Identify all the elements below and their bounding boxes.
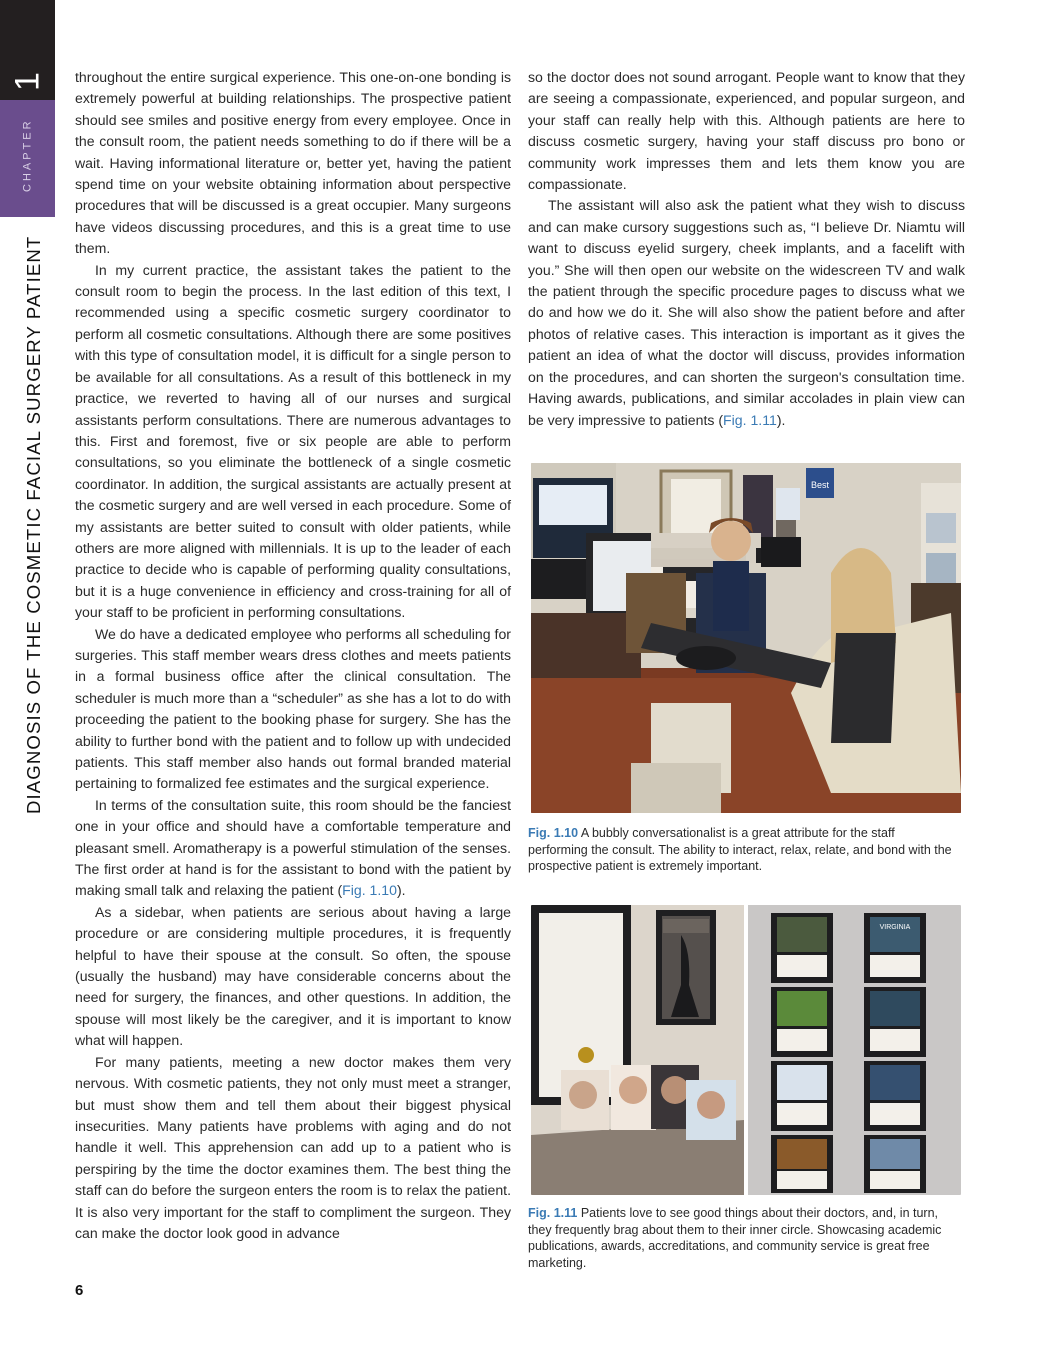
paragraph-text: ). — [776, 411, 786, 428]
paragraph: For many patients, meeting a new doctor makes them very nervous. With cosmetic patients, they not only must meet a stranger, but must show them and tell them about their biggest physical insecurities. Many patients have problems with aging and do not handle it well. This apprehension can add up to a patient who is perspiring by the time the doctor examines them. The best thing the staff can do before the surgeon enters the room is to relax the patient. It is also very important for the staff to compliment the surgeon. They can make the doctor look good in advance — [75, 1053, 511, 1241]
figure-1-11-photo — [531, 905, 961, 1195]
figure-label: Fig. 1.10 — [528, 826, 579, 840]
chapter-label: CHAPTER — [21, 118, 34, 192]
paragraph — [528, 195, 965, 430]
paragraph — [75, 795, 511, 902]
paragraph-text: ). — [396, 882, 406, 899]
figure-reference-link[interactable]: Fig. 1.10 — [342, 882, 397, 899]
consult-room-photo — [531, 463, 961, 813]
paragraph: throughout the entire surgical experience. This one-on-one bonding is extremely powerful at building relationships. The prospective patient should see smiles and positive energy from every employee. Once in the consult room, the patient needs something to do if there will be a wait. Having informational literature or, better yet, having the patient spend time on your website obtaining information about perspective procedures that will be discussed is a great occupier. Many surgeons have videos discussing procedures, and this is a great time to use them. — [75, 69, 511, 257]
right-column — [528, 67, 965, 431]
figure-label: Fig. 1.11 — [528, 1206, 578, 1220]
photo-text: Best — [810, 480, 830, 490]
paragraph: As a sidebar, when patients are serious about having a large procedure or are considering multiple procedures, it is frequently helpful to have their spouse at the consult. So often, the spouse (usually the husband) may have considerable concerns about the need for surgery, the finances, and other questions. In addition, the spouse will most likely be the caregiver, and it is important to know what will happen. — [75, 903, 511, 1049]
left-column — [75, 67, 511, 1244]
page-number: 6 — [75, 1282, 84, 1299]
awards-wall-photo — [531, 905, 961, 1195]
figure-1-11-caption — [528, 1205, 956, 1271]
chapter-number: 1 — [8, 72, 47, 92]
photo-text: VIRGINIA — [879, 924, 911, 931]
paragraph-text: In terms of the consultation suite, this room should be the fanciest one in your office and should have a comfortable temperature and pleasant smell. Aromatherapy is a powerful stimulation of the senses. The first order at hand is for the assistant to bond with the patient by making small talk and relaxing the patient ( — [75, 796, 511, 899]
figure-1-10-caption — [528, 825, 956, 875]
caption-text: Patients love to see good things about their doctors, and, in turn, they frequently brag about them to their inner circle. Showcasing academic publications, awards, accreditations, and community service is great free marketing. — [528, 1206, 942, 1270]
figure-reference-link[interactable]: Fig. 1.11 — [723, 411, 777, 428]
running-head: DIAGNOSIS OF THE COSMETIC FACIAL SURGERY PATIENT — [23, 236, 44, 815]
paragraph: so the doctor does not sound arrogant. People want to know that they are seeing a compassionate, experienced, and popular surgeon, and your staff can really help with this. Although patients are here to discuss cosmetic surgery, having your staff discuss pro bono or community work impresses them and lets them know you are compassionate. — [528, 69, 965, 193]
paragraph-text: The assistant will also ask the patient what they wish to discuss and can make cursory suggestions such as, “I believe Dr. Niamtu will want to discuss eyelid surgery, cheek implants, and a facelift with you.” She will then open our website on the widescreen TV and walk the patient through the specific procedure pages to discuss what we do and how we do it. She will also show the patient before and after photos of relative cases. This interaction is important as it gives the patient an idea of what the doctor will discuss, provides information on the procedures, and can shorten the surgeon's consultation time. Having awards, publications, and similar accolades in plain view can be very impressive to patients ( — [528, 197, 965, 428]
figure-1-10-photo — [531, 463, 961, 813]
paragraph: In my current practice, the assistant takes the patient to the consult room to begin the process. In the last edition of this text, I recommended using a specific cosmetic surgery coordinator to perform all cosmetic consultations. Although there are some positives with this type of consultation model, it is difficult for a single person to be available for all consultations. As a result of this bottleneck in my practice, we reverted to having all of our nurses and surgical assistants perform consultations. There are numerous advantages to this. First and foremost, five or six people are able to perform consultations, so you eliminate the bottleneck of a single cosmetic coordinator. In addition, the surgical assistants are actually present at the cosmetic surgery and are well versed in each procedure. Some of my assistants are better suited to consult with older patients, while others are more aligned with millennials. It is up to the leader of each practice to decide who is capable of performing quality consultations, but it is a huge convenience in efficiency and cross-training for all of your staff to be proficient in performing consultations. — [75, 261, 511, 621]
caption-text: A bubbly conversationalist is a great attribute for the staff performing the consult. The ability to interact, relax, relate, and bond with the prospective patient is extremely important. — [528, 826, 952, 873]
paragraph: We do have a dedicated employee who performs all scheduling for surgeries. This staff member wears dress clothes and meets patients in a formal business office after the clinical consultation. The scheduler is much more than a “scheduler” as she has a lot to do with proceeding the patient to the booking phase for surgery. She has the ability to further bond with the patient and to follow up with undecided patients. This staff member also hands out formal branded material pertaining to formalized fee estimates and the surgical experience. — [75, 625, 511, 792]
